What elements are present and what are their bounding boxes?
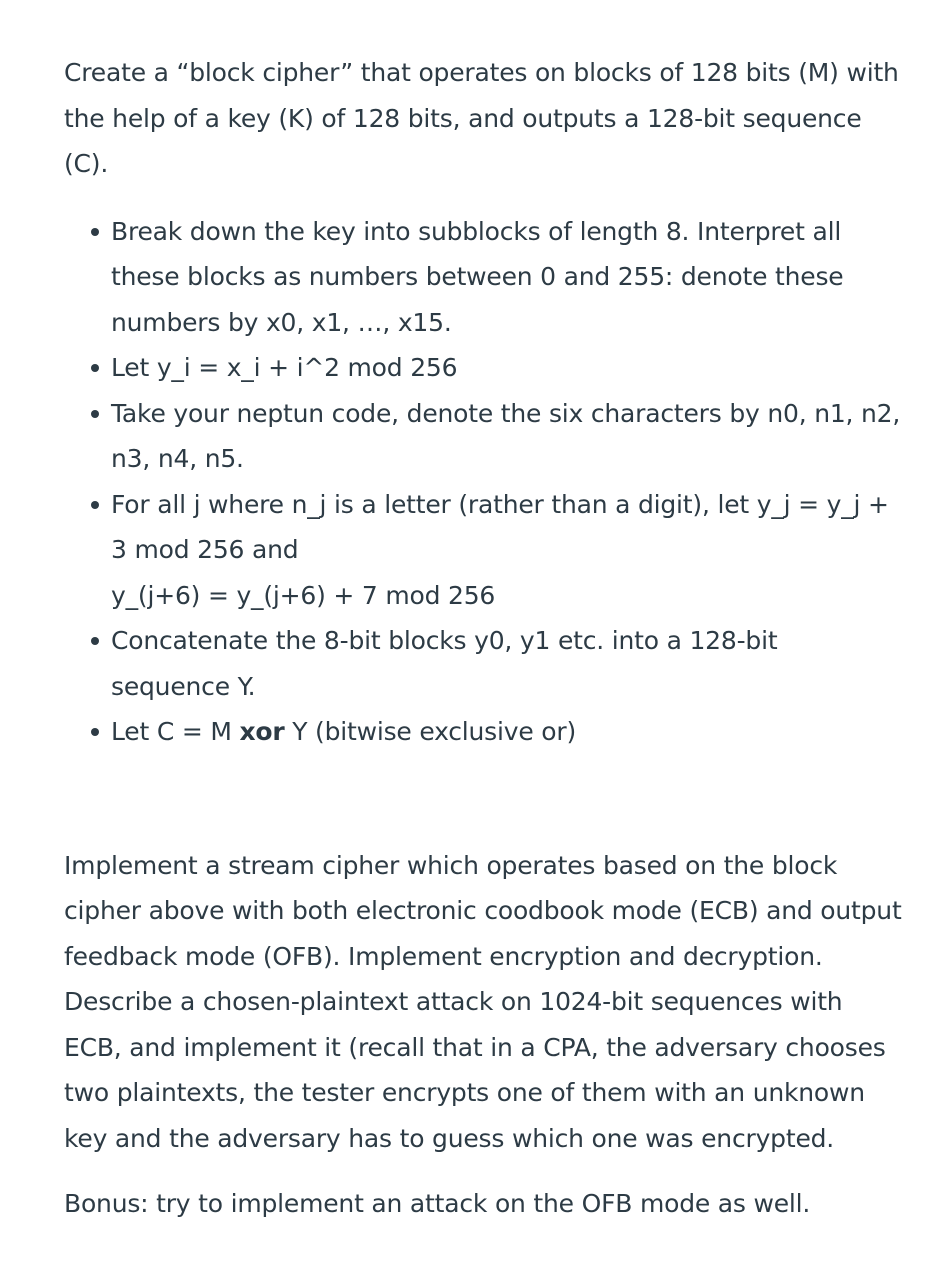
assignment-document — [64, 50, 904, 1227]
list-item-letter-rule — [64, 482, 904, 619]
letter-rule-line1: For all j where n_j is a letter (rather than a digit), let y_j = y_j + 3 mod 256 and — [111, 489, 889, 564]
list-item-neptun: Take your neptun code, denote the six characters by n0, n1, n2, n3, n4, n5. — [64, 391, 904, 482]
xor-before: Let C = M — [111, 717, 240, 746]
bonus-paragraph: Bonus: try to implement an attack on the OFB mode as well. — [64, 1189, 811, 1218]
list-item-y-formula: Let y_i = x_i + i^2 mod 256 — [64, 345, 904, 391]
list-item-key-split: Break down the key into subblocks of length 8. Interpret all these blocks as numbers between 0 and 255: denote these numbers by x0, x1, …, x15. — [64, 209, 904, 346]
xor-keyword: xor — [239, 717, 285, 746]
intro-paragraph: Create a “block cipher” that operates on blocks of 128 bits (M) with the help of a key (K) of 128 bits, and outputs a 128-bit sequence (C). — [64, 58, 899, 178]
xor-after: Y (bitwise exclusive or) — [284, 717, 577, 746]
list-item-concatenate: Concatenate the 8-bit blocks y0, y1 etc. into a 128-bit sequence Y. — [64, 618, 904, 709]
steps-list — [64, 209, 904, 755]
stream-cipher-paragraph: Implement a stream cipher which operates based on the block cipher above with both electronic coodbook mode (ECB) and output feedback mode (OFB). Implement encryption and decryption. Describe a chosen-plaintext attack on 1024-bit sequences with ECB, and implement it (recall that in a CPA, the adversary chooses two plaintexts, the tester encrypts one of them with an unknown key and the adversary has to guess which one was encrypted. — [64, 850, 902, 1153]
list-item-xor — [64, 709, 904, 755]
letter-rule-line2: y_(j+6) = y_(j+6) + 7 mod 256 — [111, 580, 496, 610]
